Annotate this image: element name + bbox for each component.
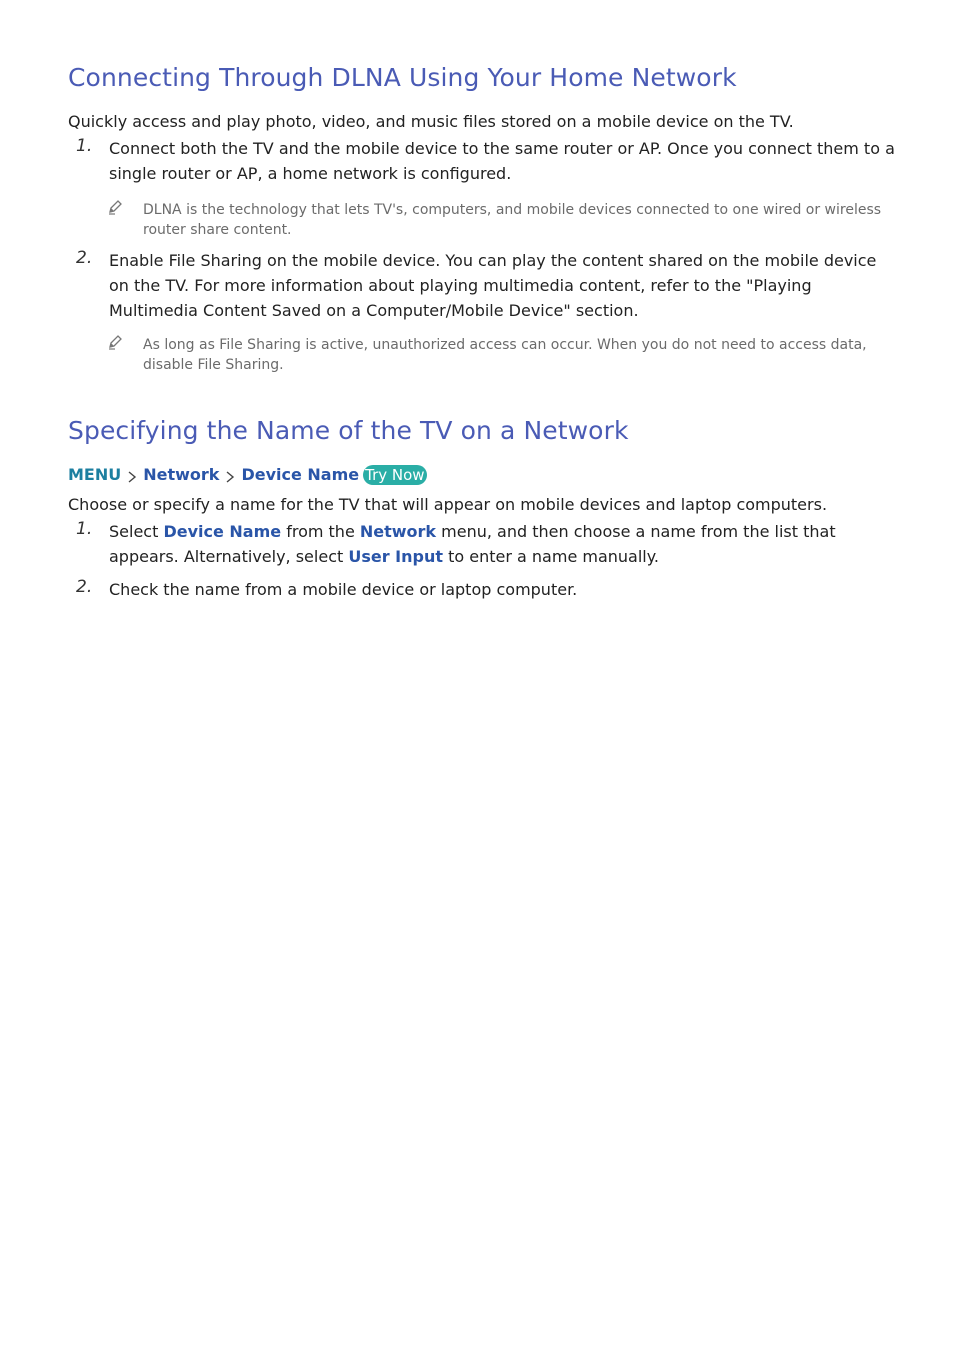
step-number: 1. (76, 519, 93, 539)
breadcrumb (68, 464, 427, 486)
pencil-icon (106, 198, 124, 216)
keyword-network: Network (359, 522, 437, 541)
breadcrumb-device-name[interactable]: Device Name (241, 465, 360, 484)
keyword-device-name: Device Name (163, 522, 282, 541)
step-text (109, 519, 899, 569)
step-number: 1. (76, 136, 93, 156)
step-number: 2. (76, 248, 93, 268)
pencil-icon (106, 333, 124, 351)
section-title-device-name: Specifying the Name of the TV on a Network (68, 416, 629, 445)
step-text: Connect both the TV and the mobile device to the same router or AP. Once you connect them to a single router or AP, a home network is configured. (109, 139, 895, 183)
step-text-part: to enter a name manually. (443, 547, 660, 566)
chevron-right-icon (223, 468, 237, 482)
try-now-button[interactable]: Try Now (365, 466, 425, 484)
note-text: As long as File Sharing is active, unauthorized access can occur. When you do not need to access data, disable File Sharing. (143, 337, 867, 373)
step-text-part: Select (109, 522, 164, 541)
note-text: DLNA is the technology that lets TV's, computers, and mobile devices connected to one wired or wireless router share content. (143, 202, 882, 238)
breadcrumb-network[interactable]: Network (143, 465, 220, 484)
keyword-user-input: User Input (348, 547, 444, 566)
step-text: Enable File Sharing on the mobile device. You can play the content shared on the mobile device on the TV. For more information about playing multimedia content, refer to the "Playing Multimedia Content Saved on a Computer/Mobile Device" section. (109, 251, 877, 320)
step-text: Check the name from a mobile device or laptop computer. (109, 580, 578, 599)
step-text-part: menu, and then choose a name from the list that appears. Alternatively, select (109, 522, 836, 566)
breadcrumb-menu[interactable]: MENU (68, 465, 122, 484)
step-number: 2. (76, 577, 93, 597)
section-title-dlna: Connecting Through DLNA Using Your Home Network (68, 63, 737, 92)
section-intro-device-name: Choose or specify a name for the TV that will appear on mobile devices and laptop computers. (68, 495, 828, 514)
step-text-part: from the (281, 522, 360, 541)
chevron-right-icon (125, 468, 139, 482)
section-intro-dlna: Quickly access and play photo, video, and music files stored on a mobile device on the TV. (68, 112, 794, 131)
